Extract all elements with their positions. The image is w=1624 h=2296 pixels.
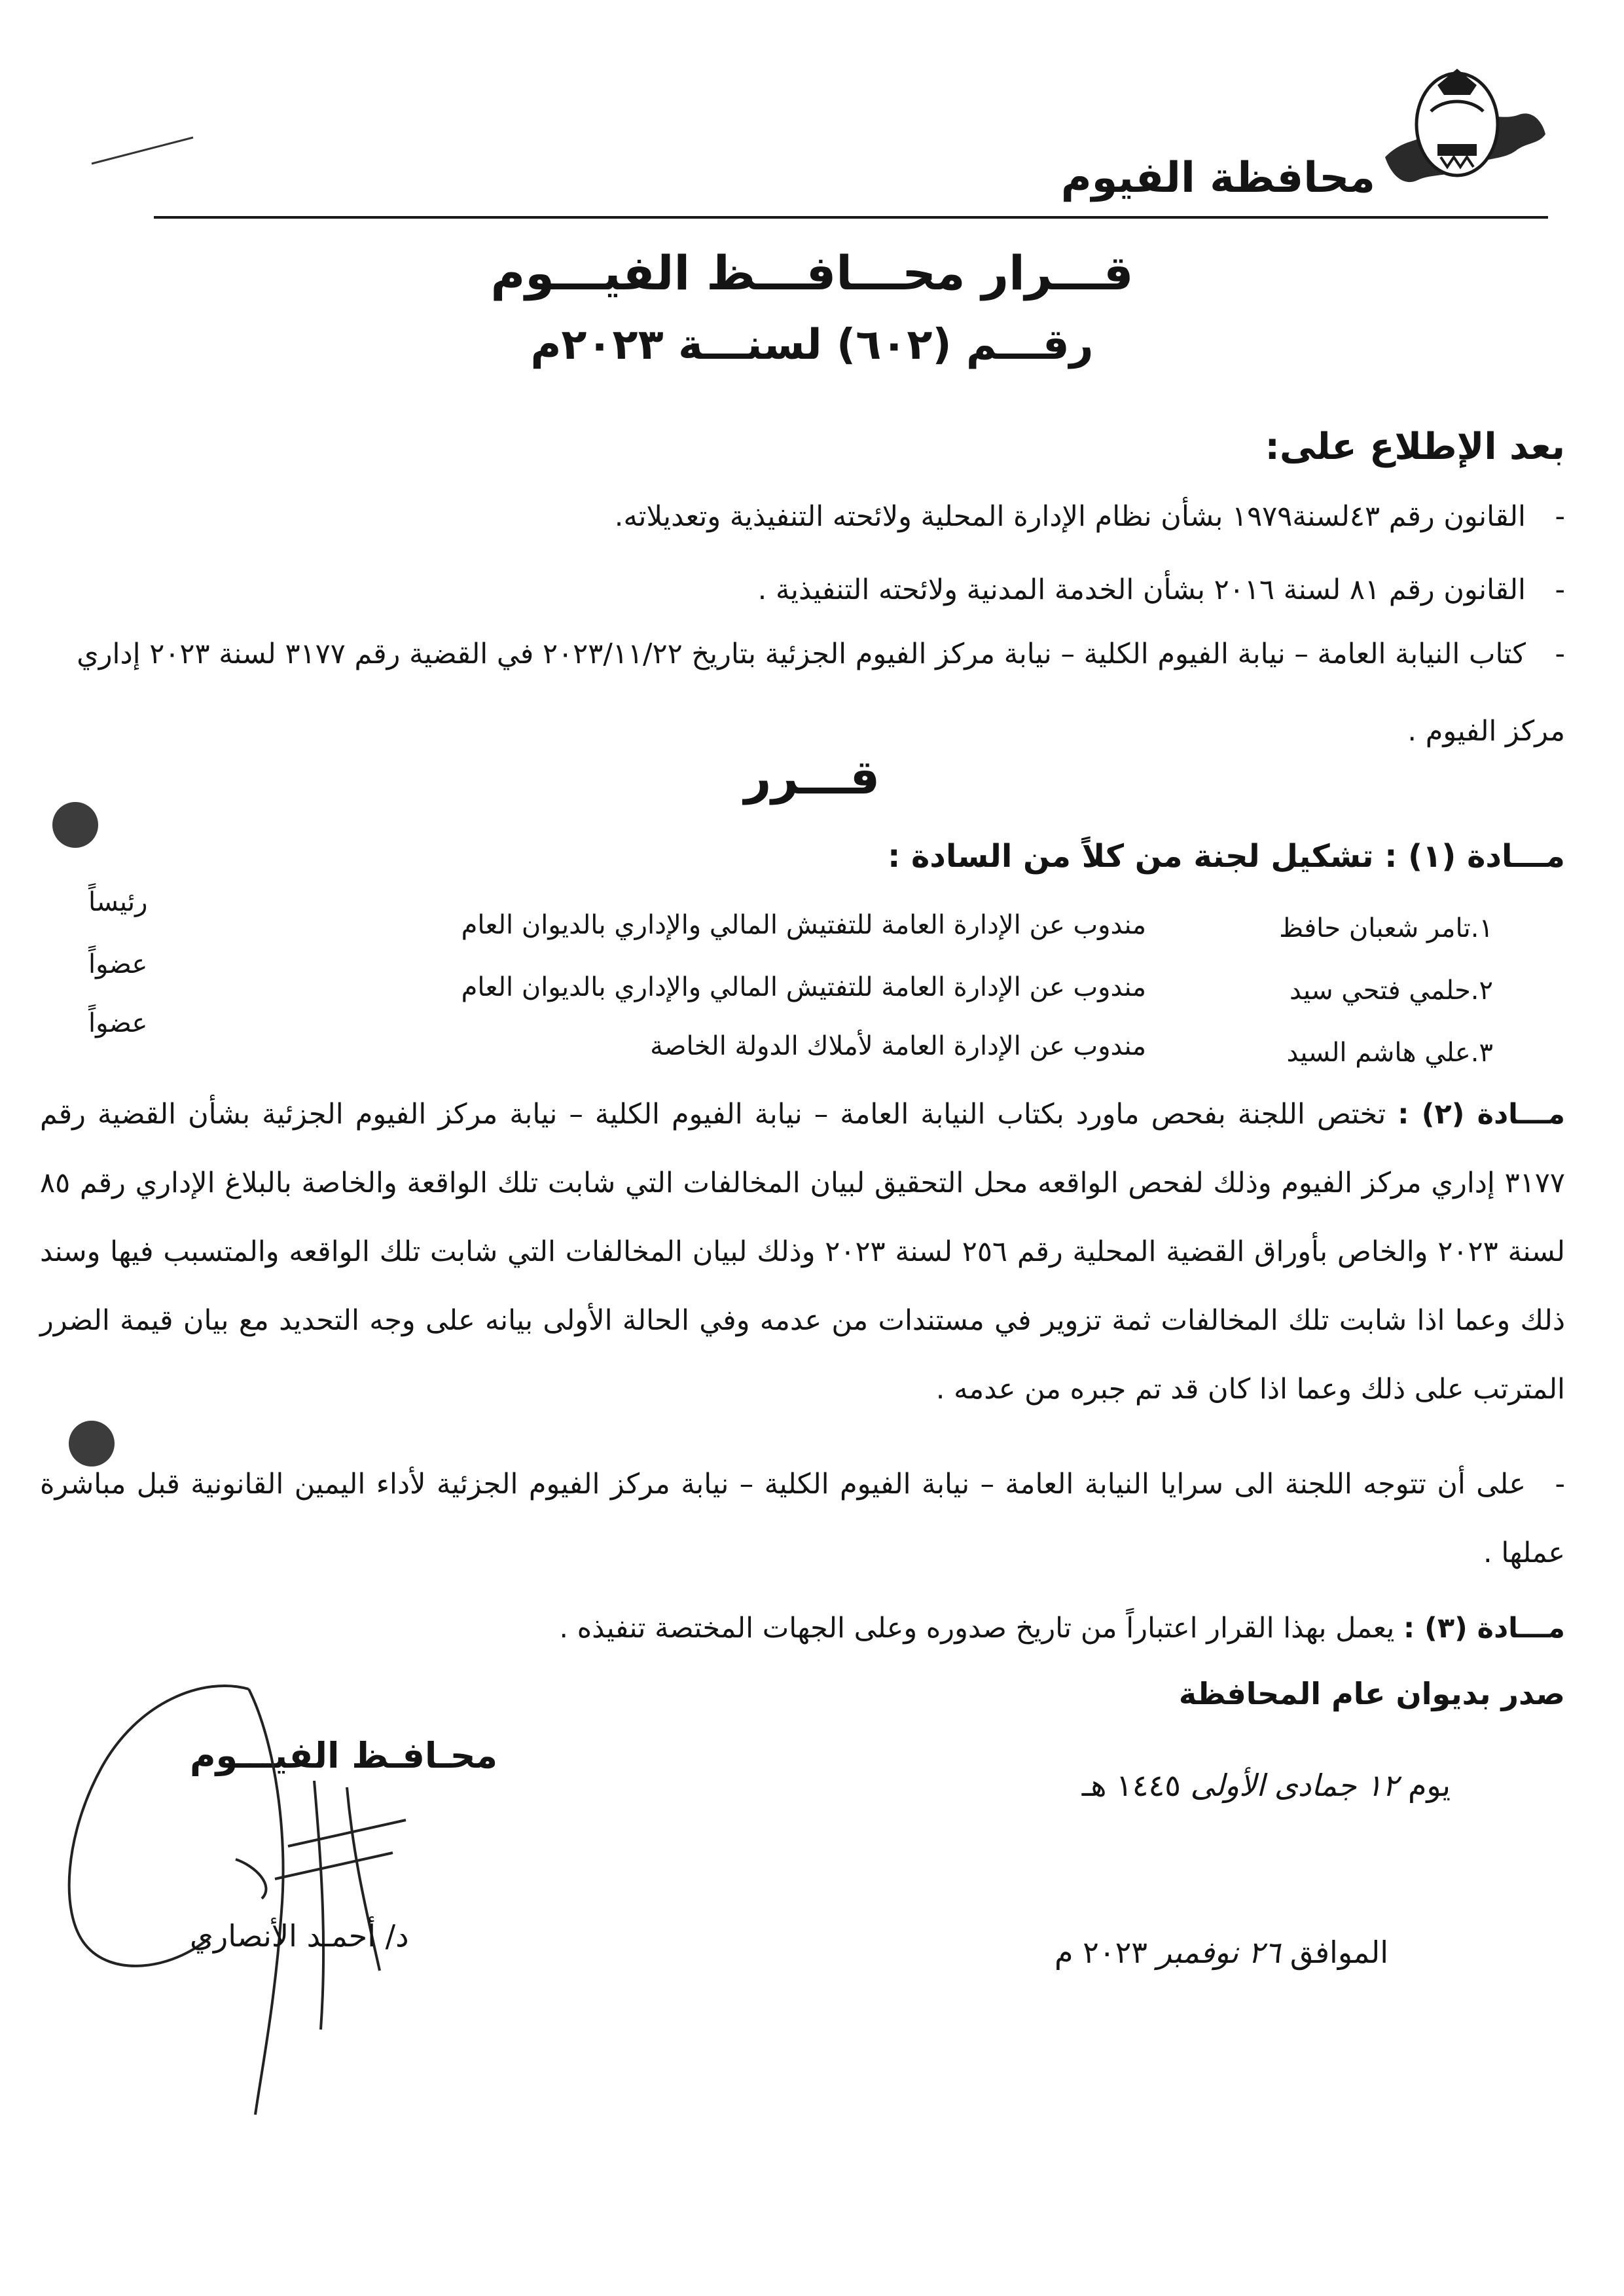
article-3-label: مـــادة (٣) :	[1403, 1612, 1565, 1645]
scan-mark	[88, 131, 200, 170]
governorate-logo	[1379, 59, 1549, 196]
member-name	[1279, 913, 1493, 943]
member-name-text: تامر شعبان حافظ	[1279, 913, 1471, 943]
handwritten-signature	[39, 1663, 445, 2121]
issued-at: صدر بديوان عام المحافظة	[1178, 1676, 1565, 1711]
gregorian-date	[1055, 1935, 1388, 1970]
hijri-prefix: يوم	[1407, 1768, 1451, 1803]
member-description: مندوب عن الإدارة العامة للتفتيش المالي والإداري بالديوان العام	[461, 972, 1146, 1002]
article-2-label: مـــادة (٢) :	[1398, 1098, 1565, 1131]
member-name	[1286, 1038, 1493, 1068]
signatory-name: د/ أحمـد الأنصاري	[190, 1918, 409, 1954]
article-2-note-text: على أن تتوجه اللجنة الى سرايا النيابة العامة – نيابة الفيوم الكلية – نيابة مركز الفيوم الجزئية لأداء اليمين القانونية قبل مباشرة عملها .	[40, 1468, 1565, 1569]
preamble-item	[60, 478, 1565, 555]
hijri-handwritten: ١٢ جمادى الأولى	[1190, 1768, 1399, 1803]
article-2-note	[40, 1450, 1565, 1588]
bullet-dash: -	[1555, 638, 1565, 670]
gregorian-handwritten: ٢٦ نوفمبر	[1157, 1935, 1281, 1970]
hijri-date	[1082, 1768, 1451, 1803]
member-number: ٣.	[1470, 1038, 1493, 1068]
member-number: ٢.	[1470, 975, 1493, 1006]
preamble-item	[60, 615, 1565, 770]
preamble-item-text: القانون رقم ٤٣لسنة١٩٧٩ بشأن نظام الإدارة المحلية ولائحته التنفيذية وتعديلاته.	[614, 500, 1526, 533]
bullet-dash: -	[1555, 1468, 1565, 1501]
member-role: عضواً	[88, 1008, 148, 1038]
decree-number: رقـــم (٦٠٢) لسنـــة ٢٠٢٣م	[530, 321, 1094, 369]
gregorian-prefix: الموافق	[1290, 1935, 1388, 1970]
member-role: عضواً	[88, 949, 148, 979]
resolved-heading: قـــرر	[744, 750, 880, 805]
preamble-heading: بعد الإطلاع على:	[1265, 426, 1565, 468]
preamble-item-text: القانون رقم ٨١ لسنة ٢٠١٦ بشأن الخدمة المدنية ولائحته التنفيذية .	[757, 574, 1526, 606]
article-2-text: تختص اللجنة بفحص ماورد بكتاب النيابة العامة – نيابة الفيوم الكلية – نيابة مركز الفيوم الجزئية بشأن القضية رقم ٣١٧٧ إداري مركز الفيوم وذلك لفحص الواقعه محل التحقيق لبيان المخالفات التي شابت تلك الواقعة والخاصة بالبلاغ الإداري رقم ٨٥ لسنة ٢٠٢٣ والخاص بأوراق القضية المحلية رقم ٢٥٦ لسنة ٢٠٢٣ وذلك لبيان المخالفات التي شابت تلك الواقعه والمتسبب فيها وسند ذلك وعما اذا شابت تلك المخالفات ثمة تزوير في مستندات من عدمه وفي الحالة الأولى بيانه على وجه التحديد مع بيان قيمة الضرر المترتب على ذلك وعما اذا كان قد تم جبره من عدمه .	[40, 1098, 1565, 1406]
article-1-heading: مـــادة (١) : تشكيل لجنة من كلاً من السادة :	[888, 838, 1565, 875]
member-number: ١.	[1470, 913, 1493, 943]
hijri-year: ١٤٤٥ هـ	[1081, 1768, 1181, 1803]
bullet-dash: -	[1555, 574, 1565, 606]
member-role: رئيساً	[88, 887, 148, 917]
signatory-title: محـافـظ الفيـــوم	[190, 1735, 498, 1776]
punch-hole	[52, 802, 98, 848]
preamble-item-text: كتاب النيابة العامة – نيابة الفيوم الكلية – نيابة مركز الفيوم الجزئية بتاريخ ٢٠٢٣/١١/٢٢ في القضية رقم ٣١٧٧ لسنة ٢٠٢٣ إداري مركز الفيوم .	[77, 638, 1565, 748]
member-name-text: علي هاشم السيد	[1286, 1038, 1471, 1068]
header-divider	[154, 216, 1548, 219]
gregorian-year: ٢٠٢٣ م	[1055, 1935, 1147, 1970]
member-description: مندوب عن الإدارة العامة لأملاك الدولة الخاصة	[650, 1031, 1146, 1061]
article-2	[40, 1080, 1565, 1424]
member-description: مندوب عن الإدارة العامة للتفتيش المالي والإداري بالديوان العام	[461, 910, 1146, 940]
member-name-text: حلمي فتحي سيد	[1290, 975, 1471, 1006]
article-3	[40, 1594, 1565, 1663]
member-name	[1290, 975, 1493, 1006]
bullet-dash: -	[1555, 500, 1565, 533]
article-3-text: يعمل بهذا القرار اعتباراً من تاريخ صدوره وعلى الجهات المختصة تنفيذه .	[559, 1612, 1395, 1645]
decree-title: قـــرار محـــافـــظ الفيـــوم	[490, 246, 1134, 301]
authority-name: محافظة الفيوم	[1060, 154, 1375, 202]
